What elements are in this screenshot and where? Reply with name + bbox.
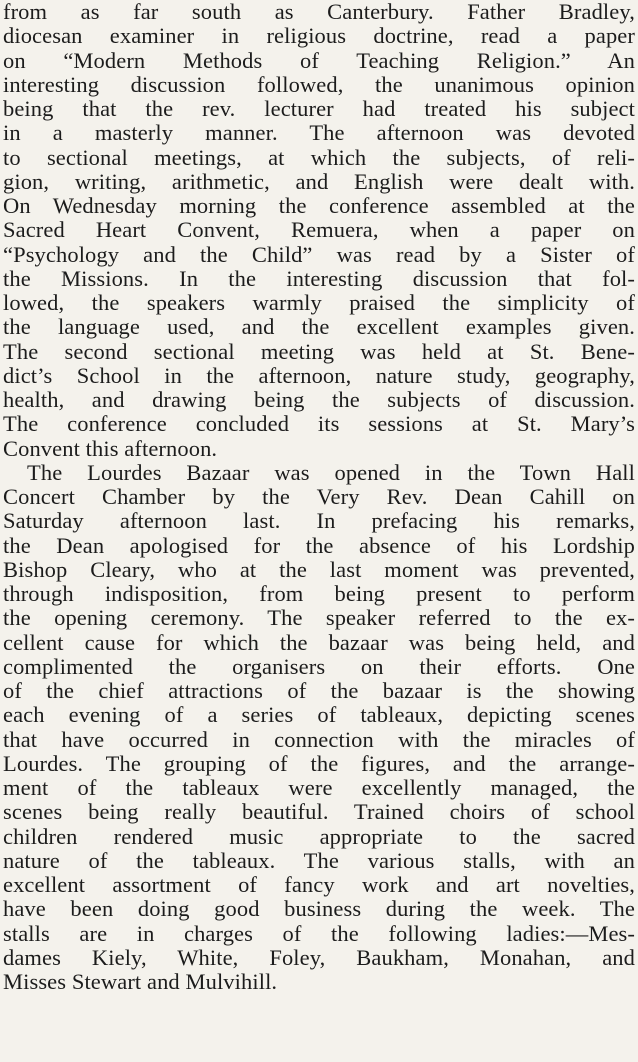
text-line: nature of the tableaux. The various stalls, with an [3,847,635,873]
article-paragraph-2 [3,461,635,995]
text-line: that have occurred in connection with the miracles of [3,726,635,752]
text-line: gion, writing, arithmetic, and English were dealt with. [3,168,635,194]
text-line: each evening of a series of tableaux, depicting scenes [3,702,635,728]
text-line: The conference concluded its sessions at St. Mary’s [3,411,635,437]
text-line: the opening ceremony. The speaker referred to the ex- [3,605,635,631]
article-column [3,0,635,994]
text-line: The second sectional meeting was held at St. Bene- [3,338,635,364]
text-line: have been doing good business during the week. The [3,896,635,922]
text-line: of the chief attractions of the bazaar is the showing [3,678,635,703]
text-line: children rendered music appropriate to the sacred [3,823,635,849]
text-line: complimented the organisers on their efforts. One [3,653,635,679]
text-line: scenes being really beautiful. Trained choirs of school [3,799,635,825]
text-line: the Missions. In the interesting discussion that fol- [3,265,635,291]
text-line: to sectional meetings, at which the subjects, of reli- [3,144,635,170]
text-line: excellent assortment of fancy work and art novelties, [3,872,635,897]
text-line: interesting discussion followed, the unanimous opinion [3,71,635,97]
text-line: dict’s School in the afternoon, nature study, geography, [3,362,635,388]
text-line: the language used, and the excellent examples given. [3,314,635,340]
text-line: “Psychology and the Child” was read by a Sister of [3,241,635,267]
text-line: being that the rev. lecturer had treated his subject [3,96,635,121]
text-line: in a masterly manner. The afternoon was devoted [3,120,635,146]
article-paragraph-1 [3,0,635,461]
text-line: On Wednesday morning the conference assembled at the [3,193,635,218]
text-line: diocesan examiner in religious doctrine, read a paper [3,23,635,49]
text-line: Saturday afternoon last. In prefacing his remarks, [3,508,635,534]
text-line: cellent cause for which the bazaar was being held, and [3,629,635,655]
text-line: ment of the tableaux were excellently managed, the [3,775,635,800]
text-line: Lourdes. The grouping of the figures, and the arrange- [3,750,635,776]
text-line: dames Kiely, White, Foley, Baukham, Monahan, and [3,944,635,970]
text-line: on “Modern Methods of Teaching Religion.” An [3,47,635,73]
text-line: Concert Chamber by the Very Rev. Dean Cahill on [3,484,635,509]
text-line: health, and drawing being the subjects of discussion. [3,387,635,412]
text-line: Convent this afternoon. [3,435,218,461]
text-line: The Lourdes Bazaar was opened in the Town Hall [27,459,635,485]
text-line: Misses Stewart and Mulvihill. [3,969,278,994]
text-line: from as far south as Canterbury. Father Bradley, [3,0,635,24]
text-line: Sacred Heart Convent, Remuera, when a paper on [3,217,635,243]
text-line: lowed, the speakers warmly praised the simplicity of [3,290,635,315]
text-line: Bishop Cleary, who at the last moment was prevented, [3,556,635,582]
text-line: stalls are in charges of the following ladies:—Mes- [3,920,635,946]
text-line: the Dean apologised for the absence of his Lordship [3,532,635,558]
text-line: through indisposition, from being present to perform [3,581,635,606]
